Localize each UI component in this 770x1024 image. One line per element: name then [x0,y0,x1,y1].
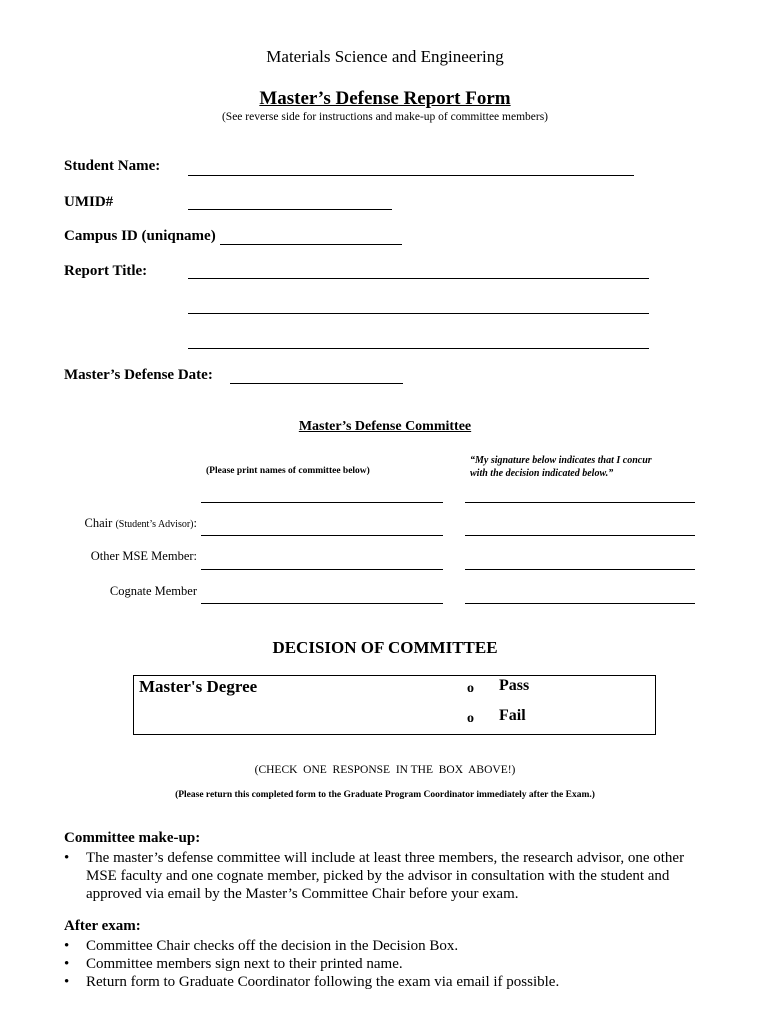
form-title: Master’s Defense Report Form [259,88,511,109]
degree-label: Master's Degree [139,677,258,696]
chair-name-field[interactable] [201,535,443,536]
makeup-heading: Committee make-up: [64,830,201,846]
signature-note [470,454,652,480]
chair-signature-field[interactable] [465,535,695,536]
check-one-note: (CHECK ONE RESPONSE IN THE BOX ABOVE!) [254,764,516,776]
decision-heading: DECISION OF COMMITTEE [272,638,498,657]
student-name-label: Student Name: [64,158,161,174]
umid-field[interactable] [188,209,392,210]
makeup-item: • The master’s defense committee will include at least three members, the research advisor, one other MSE faculty and one cognate member, picked by the advisor in consultation with the student and approved via email by the Master’s Committee Chair before your exam. [64,849,704,903]
campus-id-field[interactable] [220,244,402,245]
makeup-list [64,849,704,903]
chair-label: Chair (Student’s Advisor): [84,516,197,530]
chair-label-text: Chair [84,516,113,530]
decision-box [133,675,656,735]
other-member-name-field[interactable] [201,569,443,570]
print-names-note: (Please print names of committee below) [206,466,370,476]
report-title-label: Report Title: [64,263,148,279]
after-exam-list [64,937,704,991]
report-title-field-line-1[interactable] [188,278,649,279]
pass-label: Pass [499,677,530,694]
cognate-member-name-field[interactable] [201,603,443,604]
committee-heading: Master’s Defense Committee [298,419,472,434]
after-exam-heading: After exam: [64,918,141,934]
other-member-signature-field[interactable] [465,569,695,570]
signature-note-line-1: “My signature below indicates that I concur [470,455,652,466]
department-name: Materials Science and Engineering [266,47,504,66]
form-subtitle: (See reverse side for instructions and make-up of committee members) [221,111,549,123]
student-name-field[interactable] [188,175,634,176]
campus-id-label: Campus ID (uniqname) [64,228,216,244]
other-mse-member-label: Other MSE Member: [90,549,197,563]
report-title-field-line-2[interactable] [188,313,649,314]
after-exam-item: • Return form to Graduate Coordinator following the exam via email if possible. [64,973,704,991]
cognate-member-signature-field[interactable] [465,603,695,604]
cognate-member-label: Cognate Member [109,584,197,598]
chair-sub-label: (Student’s Advisor) [115,519,194,530]
committee-signature-line-top[interactable] [465,502,695,503]
after-exam-item: • Committee Chair checks off the decision in the Decision Box. [64,937,704,955]
defense-date-label: Master’s Defense Date: [64,367,213,383]
return-form-note: (Please return this completed form to the Graduate Program Coordinator immediately after the Exam.) [175,790,595,800]
defense-date-field[interactable] [230,383,403,384]
umid-label: UMID# [64,194,114,210]
committee-name-line-top[interactable] [201,502,443,503]
fail-label: Fail [499,707,526,724]
report-title-field-line-3[interactable] [188,348,649,349]
after-exam-item: • Committee members sign next to their printed name. [64,955,704,973]
pass-checkbox[interactable]: o [467,681,474,696]
signature-note-line-2: with the decision indicated below.” [470,468,614,479]
fail-checkbox[interactable]: o [467,711,474,726]
